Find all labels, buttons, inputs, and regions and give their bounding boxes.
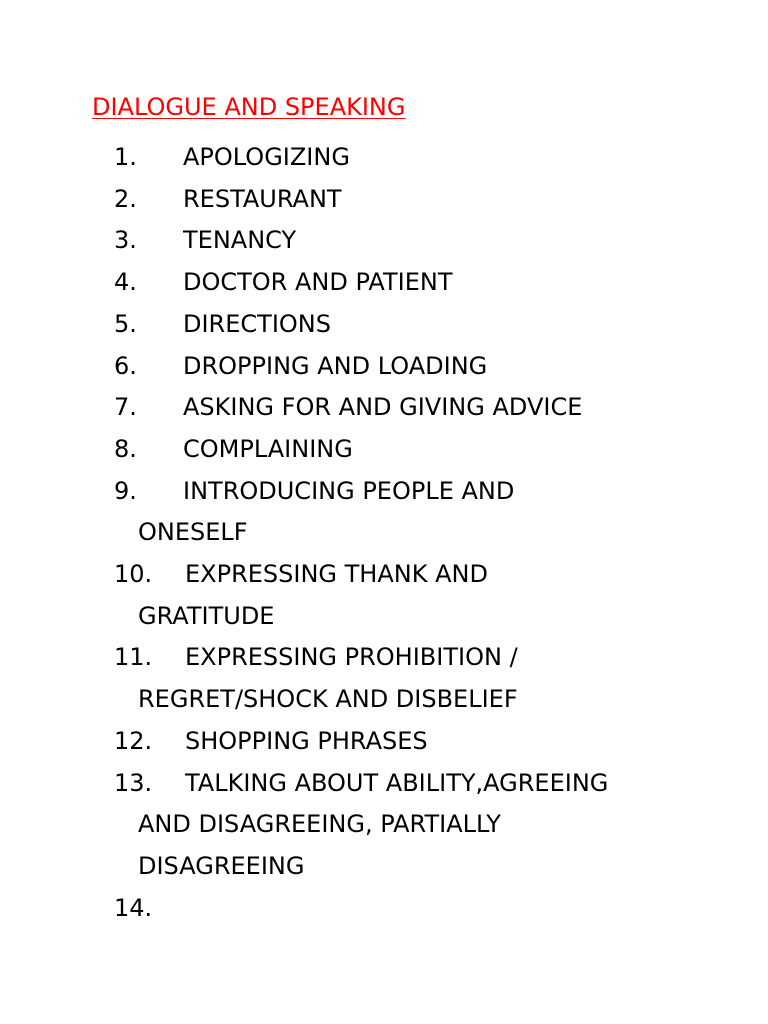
list-item <box>114 888 714 930</box>
list-item-number: 4. <box>114 268 137 297</box>
document-title: DIALOGUE AND SPEAKING <box>92 93 406 121</box>
list-item-number: 3. <box>114 226 137 255</box>
list-item-text: INTRODUCING PEOPLE AND <box>183 476 515 505</box>
list-item-number: 13. <box>114 768 153 797</box>
list-item-text: DIRECTIONS <box>183 309 331 338</box>
list-item-number: 6. <box>114 351 137 380</box>
list-item-number: 9. <box>114 476 137 505</box>
list-item <box>114 262 714 304</box>
list-item-continuation: DISAGREEING <box>138 851 305 880</box>
list-item <box>114 721 714 763</box>
list-item <box>114 554 714 637</box>
list-item-continuation: REGRET/SHOCK AND DISBELIEF <box>138 685 518 714</box>
list-item-text: SHOPPING PHRASES <box>185 726 428 755</box>
list-item <box>114 179 714 221</box>
list-item-text: TALKING ABOUT ABILITY,AGREEING <box>185 768 609 797</box>
list-item-number: 11. <box>114 643 153 672</box>
list-item-continuation: AND DISAGREEING, PARTIALLY <box>138 810 501 839</box>
list-item-text: EXPRESSING THANK AND <box>185 560 488 589</box>
list-item-text: RESTAURANT <box>183 184 342 213</box>
list-item-text: APOLOGIZING <box>183 143 350 171</box>
list-item-number: 5. <box>114 309 137 338</box>
list-item <box>114 471 714 554</box>
list-item <box>114 387 714 429</box>
list-item <box>114 220 714 262</box>
list-item-number: 12. <box>114 726 153 755</box>
list-item <box>114 429 714 471</box>
list-item-number: 14. <box>114 893 153 922</box>
list-item-text: COMPLAINING <box>183 434 353 463</box>
list-item-number: 10. <box>114 560 153 589</box>
list-item-number: 1. <box>114 143 137 171</box>
list-item <box>114 137 714 179</box>
list-item-text: ASKING FOR AND GIVING ADVICE <box>183 393 583 422</box>
list-item-number: 2. <box>114 184 137 213</box>
list-item-text: DROPPING AND LOADING <box>183 351 488 380</box>
list-item-continuation: GRATITUDE <box>138 601 275 630</box>
list-item <box>114 304 714 346</box>
list-item <box>114 637 714 720</box>
list-item-number: 7. <box>114 393 137 422</box>
list-item-text: DOCTOR AND PATIENT <box>183 268 453 297</box>
topic-list <box>114 137 714 929</box>
list-item <box>114 346 714 388</box>
list-item <box>114 763 714 888</box>
list-item-continuation: ONESELF <box>138 518 248 547</box>
list-item-number: 8. <box>114 434 137 463</box>
list-item-text: EXPRESSING PROHIBITION / <box>185 643 518 672</box>
list-item-text: TENANCY <box>183 226 297 255</box>
